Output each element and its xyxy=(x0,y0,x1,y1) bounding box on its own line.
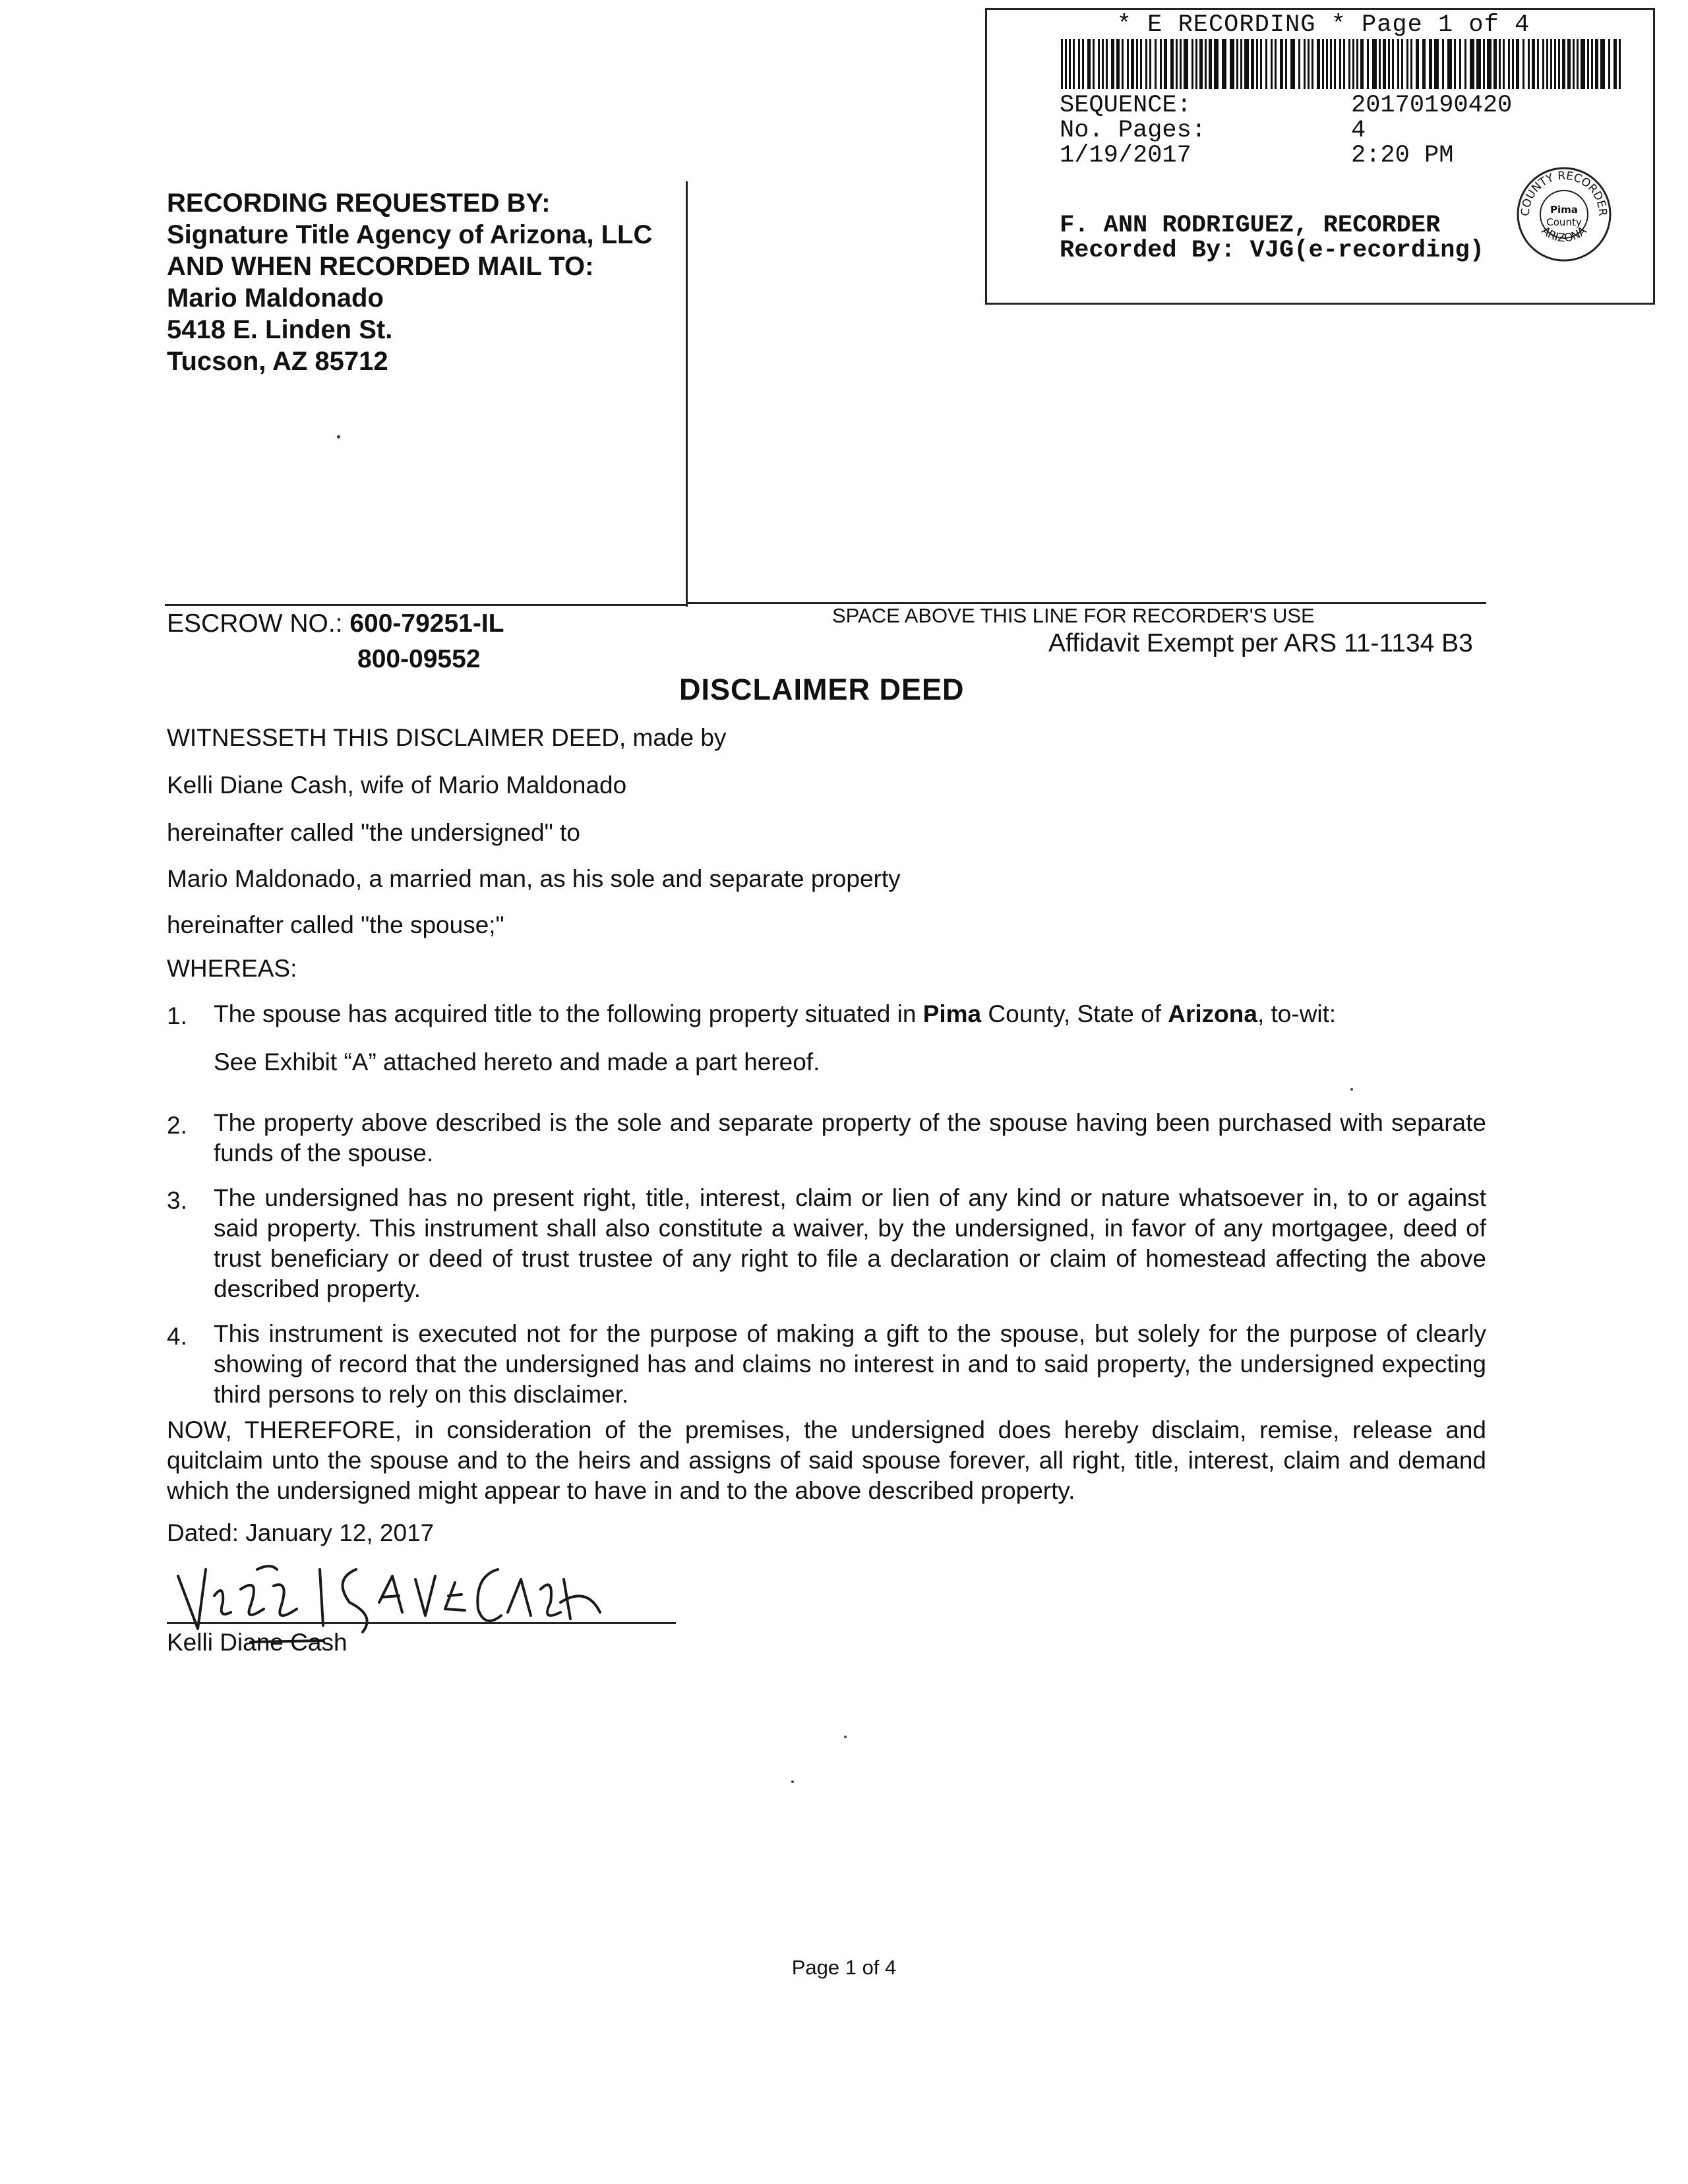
scan-speck xyxy=(1350,1088,1353,1091)
vertical-divider xyxy=(686,181,688,607)
pages-label: No. Pages: xyxy=(1060,117,1207,144)
signer-name: Kelli Diane Cash xyxy=(167,1629,347,1656)
clause-4-text: This instrument is executed not for the purpose of making a gift to the spouse, but solely for the purpose of clearly showing of record that the undersigned has and claims no interest in and to said property, the undersigned expecting third persons to rely on this disclaimer. xyxy=(214,1320,1486,1408)
record-date: 1/19/2017 xyxy=(1060,142,1191,169)
sequence-value: 20170190420 xyxy=(1351,92,1513,119)
affidavit-exempt-note: Affidavit Exempt per ARS 11-1134 B3 xyxy=(1048,629,1473,657)
barcode-icon xyxy=(1061,39,1621,89)
seal-center-text-2: County xyxy=(1546,216,1582,228)
scan-speck xyxy=(844,1736,847,1738)
now-therefore-paragraph: NOW, THEREFORE, in consideration of the premises, the undersigned does hereby disclaim, remise, release and quitclaim unto the spouse and to the heirs and assigns of said spouse forever, all right, title, interest, claim and demand which the undersigned might appear to have in and to the above described property. xyxy=(167,1416,1486,1504)
clause-4-number: 4. xyxy=(167,1323,187,1350)
scan-speck xyxy=(791,1780,794,1783)
intro-line-4: Mario Maldonado, a married man, as his sole and separate property xyxy=(167,865,901,892)
seal-bottom-text: ARIZONA xyxy=(1538,224,1590,245)
mail-to-heading: AND WHEN RECORDED MAIL TO: xyxy=(167,252,594,281)
seal-top-text: COUNTY RECORDER xyxy=(1519,169,1610,217)
clause-1-text xyxy=(214,999,1486,1029)
escrow-number xyxy=(167,609,504,638)
escrow-label: ESCROW NO.: xyxy=(167,609,350,638)
clause-1-pre: The spouse has acquired title to the following property situated in xyxy=(214,1000,923,1027)
clause-1-number: 1. xyxy=(167,1002,187,1029)
pages-value: 4 xyxy=(1351,117,1366,144)
requested-by-heading: RECORDING REQUESTED BY: xyxy=(167,189,551,218)
mail-to-street: 5418 E. Linden St. xyxy=(167,315,393,344)
recorder-stamp-box xyxy=(985,8,1655,305)
county-seal-icon xyxy=(1515,165,1613,264)
signature-line xyxy=(167,1622,676,1624)
sequence-label: SEQUENCE: xyxy=(1060,92,1191,119)
clause-3-number: 3. xyxy=(167,1187,187,1214)
record-time: 2:20 PM xyxy=(1351,142,1454,169)
clause-1-exhibit: See Exhibit “A” attached hereto and made a part hereof. xyxy=(214,1048,820,1076)
recorder-name: F. ANN RODRIGUEZ, RECORDER xyxy=(1060,212,1441,239)
intro-line-1: WITNESSETH THIS DISCLAIMER DEED, made by xyxy=(167,724,727,751)
clause-2-number: 2. xyxy=(167,1112,187,1139)
page-footer: Page 1 of 4 xyxy=(791,1956,897,1979)
clause-1-county: Pima xyxy=(922,1000,982,1027)
clause-3-text: The undersigned has no present right, title, interest, claim or lien of any kind or nature whatsoever in, to or against said property. This instrument shall also constitute a waiver, by the undersigned, in favor of any mortgagee, deed of trust beneficiary or deed of trust trustee of any right to file a declaration or claim of homestead affecting the above described property. xyxy=(214,1184,1486,1302)
mail-to-name: Mario Maldonado xyxy=(167,284,384,313)
seal-center-text-1: Pima xyxy=(1550,204,1578,216)
clause-1-mid: County, State of xyxy=(981,1000,1168,1027)
intro-line-5: hereinafter called "the spouse;" xyxy=(167,911,504,938)
horizontal-divider-left xyxy=(165,604,687,606)
intro-line-3: hereinafter called "the undersigned" to xyxy=(167,819,580,846)
document-title: DISCLAIMER DEED xyxy=(679,673,965,706)
dated-line: Dated: January 12, 2017 xyxy=(167,1519,435,1546)
recorded-by: Recorded By: VJG(e-recording) xyxy=(1060,237,1484,264)
requested-by-company: Signature Title Agency of Arizona, LLC xyxy=(167,220,653,249)
recorder-use-note: SPACE ABOVE THIS LINE FOR RECORDER'S USE xyxy=(832,604,1315,627)
scan-speck xyxy=(337,435,340,439)
clause-2-text: The property above described is the sole and separate property of the spouse having been purchased with separate funds of the spouse. xyxy=(214,1109,1486,1167)
intro-line-2: Kelli Diane Cash, wife of Mario Maldonado xyxy=(167,772,627,799)
recording-requested-block xyxy=(167,187,652,377)
clause-1-post: , to-wit: xyxy=(1257,1000,1337,1027)
escrow-number-1: 600-79251-IL xyxy=(349,609,504,638)
mail-to-city: Tucson, AZ 85712 xyxy=(167,347,388,376)
recording-header: * E RECORDING * Page 1 of 4 xyxy=(1116,11,1530,39)
clause-1-state: Arizona xyxy=(1168,1000,1257,1027)
escrow-number-2: 800-09552 xyxy=(357,645,481,673)
whereas-heading: WHEREAS: xyxy=(167,955,297,982)
